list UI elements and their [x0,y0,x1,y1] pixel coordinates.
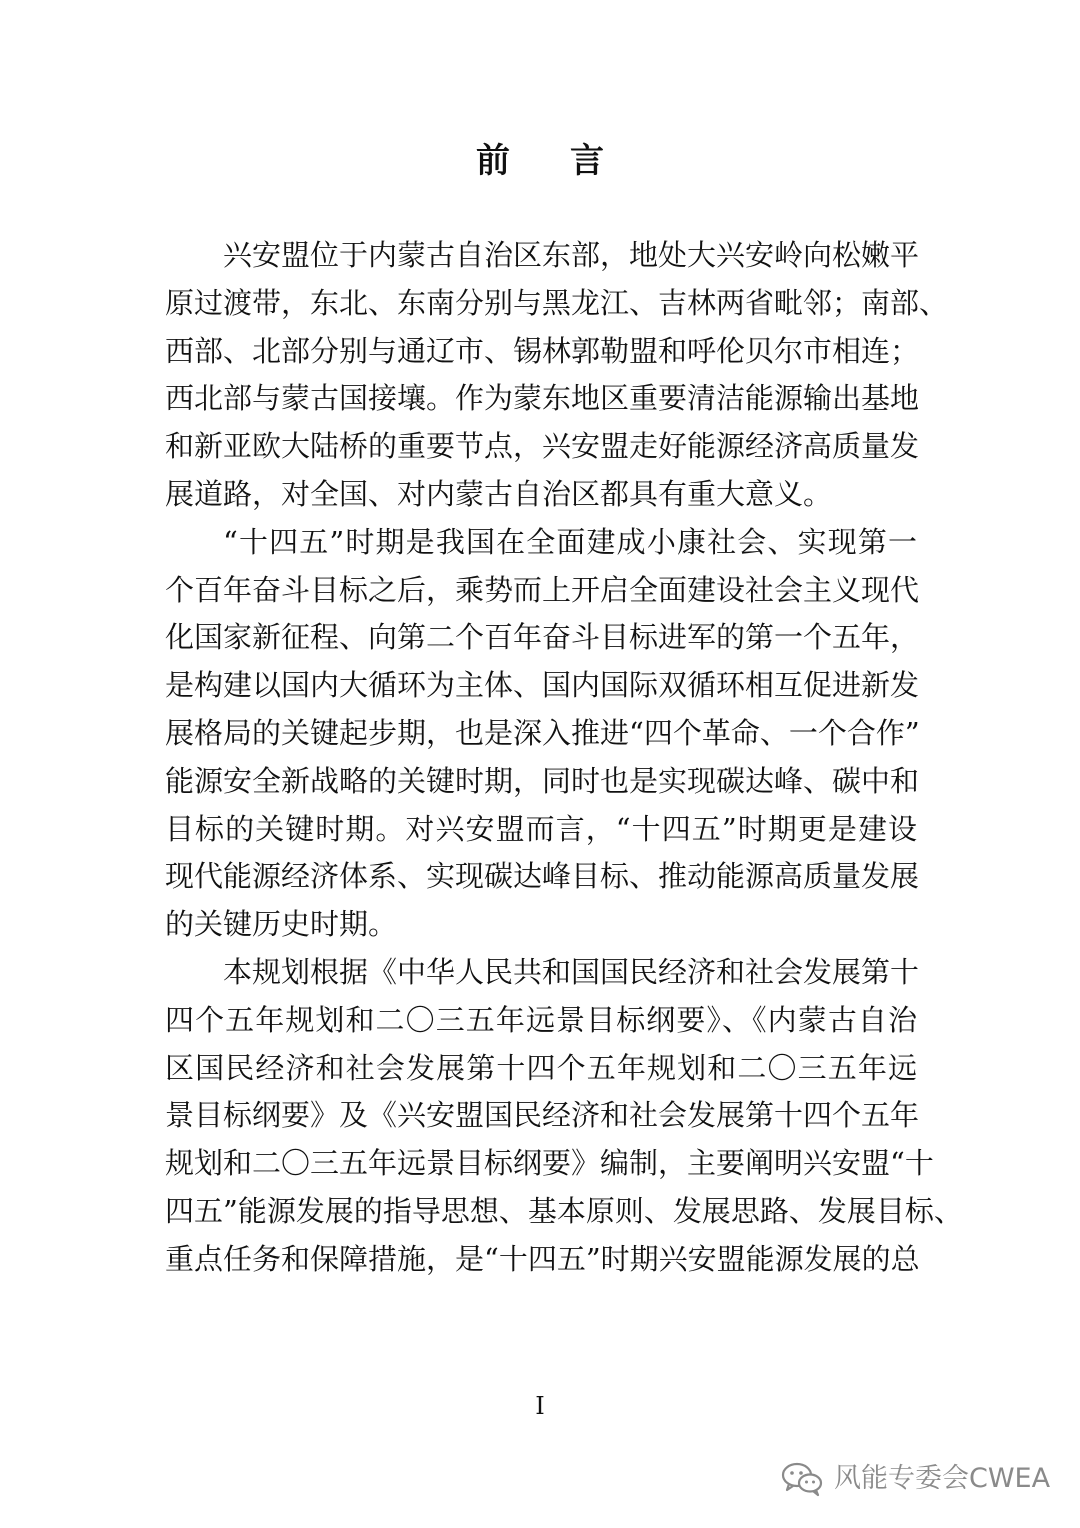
text-line: 西部、北部分别与通辽市、锡林郭勒盟和呼伦贝尔市相连； [165,333,920,368]
text-line: 展格局的关键起步期，也是深入推进“四个革命、一个合作” [165,715,920,750]
page-number: I [535,1392,545,1420]
text-line: 兴安盟位于内蒙古自治区东部，地处大兴安岭向松嫩平 [223,238,920,272]
text-line: 是构建以国内大循环为主体、国内国际双循环相互促进新发 [165,668,920,703]
text-line: 原过渡带，东北、东南分别与黑龙江、吉林两省毗邻；南部、 [165,285,949,320]
text-line: 展道路，对全国、对内蒙古自治区都具有重大意义。 [165,476,833,511]
paragraph-2 [165,519,920,949]
body-text [165,232,963,1284]
text-line: 能源安全新战略的关键时期，同时也是实现碳达峰、碳中和 [165,763,920,798]
text-line: 的关键历史时期。 [165,907,398,942]
text-line: “十四五”时期是我国在全面建成小康社会、实现第一 [223,524,917,559]
text-line: 重点任务和保障措施，是“十四五”时期兴安盟能源发展的总 [165,1241,920,1276]
text-line: 西北部与蒙古国接壤。作为蒙东地区重要清洁能源输出基地 [165,381,920,416]
watermark [780,1459,1050,1499]
text-line: 个百年奋斗目标之后，乘势而上开启全面建设社会主义现代 [165,572,920,607]
text-line: 现代能源经济体系、实现碳达峰目标、推动能源高质量发展 [165,859,920,894]
paragraph-3 [165,949,963,1284]
paragraph-1 [165,232,949,519]
text-line: 四五”能源发展的指导思想、基本原则、发展思路、发展目标、 [165,1193,963,1228]
text-line: 景目标纲要》及《兴安盟国民经济和社会发展第十四个五年 [165,1098,920,1133]
text-line: 和新亚欧大陆桥的重要节点，兴安盟走好能源经济高质量发 [165,429,920,464]
text-line: 区国民经济和社会发展第十四个五年规划和二〇三五年远 [165,1050,917,1085]
wechat-icon [780,1461,824,1497]
text-line: 四个五年规划和二〇三五年远景目标纲要》、《内蒙古自治 [165,1002,917,1037]
text-line: 化国家新征程、向第二个百年奋斗目标进军的第一个五年， [165,620,920,655]
text-line: 目标的关键时期。对兴安盟而言，“十四五”时期更是建设 [165,811,917,846]
text-line: 规划和二〇三五年远景目标纲要》编制，主要阐明兴安盟“十 [165,1146,934,1181]
text-line: 本规划根据《中华人民共和国国民经济和社会发展第十 [223,954,920,989]
page-title: 前言 [476,141,664,181]
watermark-text: 风能专委会CWEA [834,1463,1051,1494]
